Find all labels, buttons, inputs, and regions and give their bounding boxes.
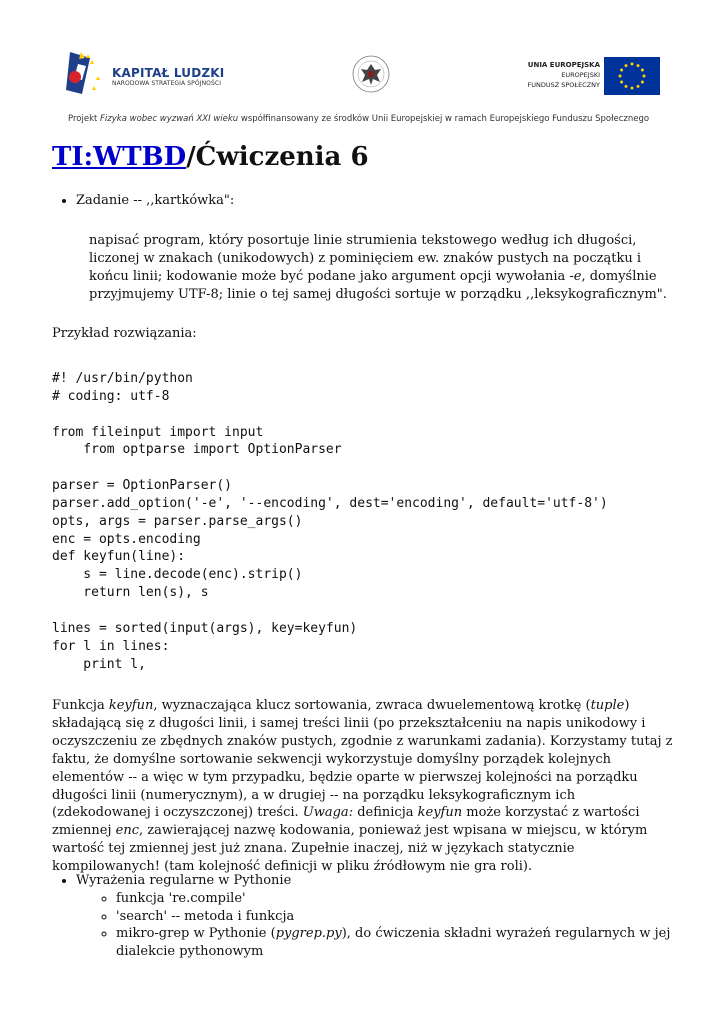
eu-star-icon xyxy=(637,64,640,67)
code-block: #! /usr/bin/python # coding: utf-8 from fileinput import input from optparse import OptionParser parser = OptionParser() parser.add_option('-e', '--encoding', dest='encoding', default='utf-8') opts, args = parser.parse_args() enc = opts.encoding def keyfun(line): s = line.decode(enc).strip() return len(s), s lines = sorted(input(args), key=keyfun) for l in lines: print l, xyxy=(52,371,608,672)
desc-keyfun: keyfun xyxy=(417,805,463,821)
desc-text: może korzystać z wartości zmiennej xyxy=(52,805,640,839)
task-option: -e xyxy=(569,269,582,284)
regex-sublist xyxy=(76,890,676,961)
task-description xyxy=(89,232,679,304)
list-item xyxy=(76,872,676,961)
eu-star-icon xyxy=(619,75,622,78)
eu-star-icon xyxy=(641,69,644,72)
page-header xyxy=(0,0,725,132)
eu-subtitle-2: FUNDUSZ SPOŁECZNY xyxy=(527,81,600,89)
desc-text: definicja xyxy=(353,805,418,821)
kapital-ludzki-logo xyxy=(64,50,234,96)
regex-heading: Wyrażenia regularne w Pythonie xyxy=(76,873,292,888)
eu-star-icon xyxy=(625,64,628,67)
eu-flag-icon xyxy=(604,57,660,95)
project-title: Fizyka wobec wyzwań XXI wieku xyxy=(100,114,239,124)
regex-item-file: pygrep.py xyxy=(275,926,342,942)
kapital-ludzki-subtitle: NARODOWA STRATEGIA SPÓJNOŚCI xyxy=(112,80,222,87)
list-item xyxy=(116,925,676,961)
eu-star-icon xyxy=(620,69,623,72)
task-text-2: , domyślnie przyjmujemy UTF-8; linie o tej samej długości sortuje w porządku ,,leksykograficznym". xyxy=(89,269,667,302)
task-list xyxy=(76,193,234,208)
eu-star-icon xyxy=(625,85,628,88)
list-item: ◦ 'search' -- metoda i funkcja xyxy=(116,908,676,926)
regex-item-text: ), do ćwiczenia składni wyrażeń regularnych w jej dialekcie pythonowym xyxy=(116,926,671,960)
eu-subtitle-1: EUROPEJSKI xyxy=(561,71,600,79)
title-rest: /Ćwiczenia 6 xyxy=(186,142,369,172)
page-title xyxy=(52,138,682,176)
regex-item-text: mikro-grep w Pythonie ( xyxy=(116,926,276,942)
desc-text: , wyznaczająca klucz sortowania, zwraca dwuelementową krotkę ( xyxy=(153,698,591,713)
list-item: • Zadanie -- ,,kartkówka": xyxy=(76,193,234,208)
task-text-1: napisać program, który posortuje linie strumienia tekstowego według ich długości, liczonej w znakach (unikodowych) z pominięciem ew. znaków pustych na początku i końcu linii; kodowanie może być podane jako argument opcji wywołania xyxy=(89,233,641,284)
title-link[interactable]: TI:WTBD xyxy=(52,142,187,172)
list-item: ◦ funkcja 're.compile' xyxy=(116,890,676,908)
eu-star-icon xyxy=(641,81,644,84)
example-label: Przykład rozwiązania: xyxy=(52,326,197,341)
eu-star-icon xyxy=(620,81,623,84)
desc-enc: enc xyxy=(115,823,139,839)
solution-description xyxy=(52,697,677,876)
regex-list xyxy=(76,872,676,961)
desc-text: Funkcja xyxy=(52,698,109,713)
kapital-ludzki-title: KAPITAŁ LUDZKI xyxy=(112,66,225,80)
eu-star-icon xyxy=(637,85,640,88)
desc-text: , zawierającej nazwę kodowania, ponieważ jest wpisana w miejscu, w którym wartość tej zmiennej jest już znana. Zupełnie inaczej, niż w językach statycznie kompilowanych! (tam kolejność definicji w pliku źródłowym nie gra roli). xyxy=(52,823,648,875)
project-suffix: współfinansowany ze środków Unii Europejskiej w ramach Europejskiego Funduszu Społecznego xyxy=(238,114,650,124)
eu-logo xyxy=(515,57,660,97)
desc-tuple: tuple xyxy=(590,698,625,713)
eu-star-icon xyxy=(631,63,634,66)
desc-keyfun: keyfun xyxy=(108,698,154,713)
project-funding-line xyxy=(68,114,649,124)
eu-title: UNIA EUROPEJSKA xyxy=(527,61,600,69)
university-seal-icon xyxy=(351,52,391,96)
desc-text: ) składającą się z długości linii, i samej treści linii (po przekształceniu na napis unikodowy i oczyszczeniu ze zbędnych znaków pustych, zgodnie z warunkami zadania). Korzystamy tutaj z faktu, że domyślne sortowanie sekwencji wykorzystuje domyślny porządek kolejnych elementów -- a więc w tym przypadku, będzie oparte w pierwszej kolejności na porządku długości linii (numerycznym), a w drugiej -- na porządku leksykograficznym ich (zdekodowanej i oczyszczonej) treści. xyxy=(52,698,673,821)
page-content xyxy=(52,138,682,960)
desc-uwaga: Uwaga: xyxy=(302,805,354,821)
kapital-ludzki-mark-icon xyxy=(64,50,108,96)
eu-star-icon xyxy=(631,87,634,90)
project-prefix: Projekt xyxy=(68,114,101,124)
eu-star-icon xyxy=(643,75,646,78)
